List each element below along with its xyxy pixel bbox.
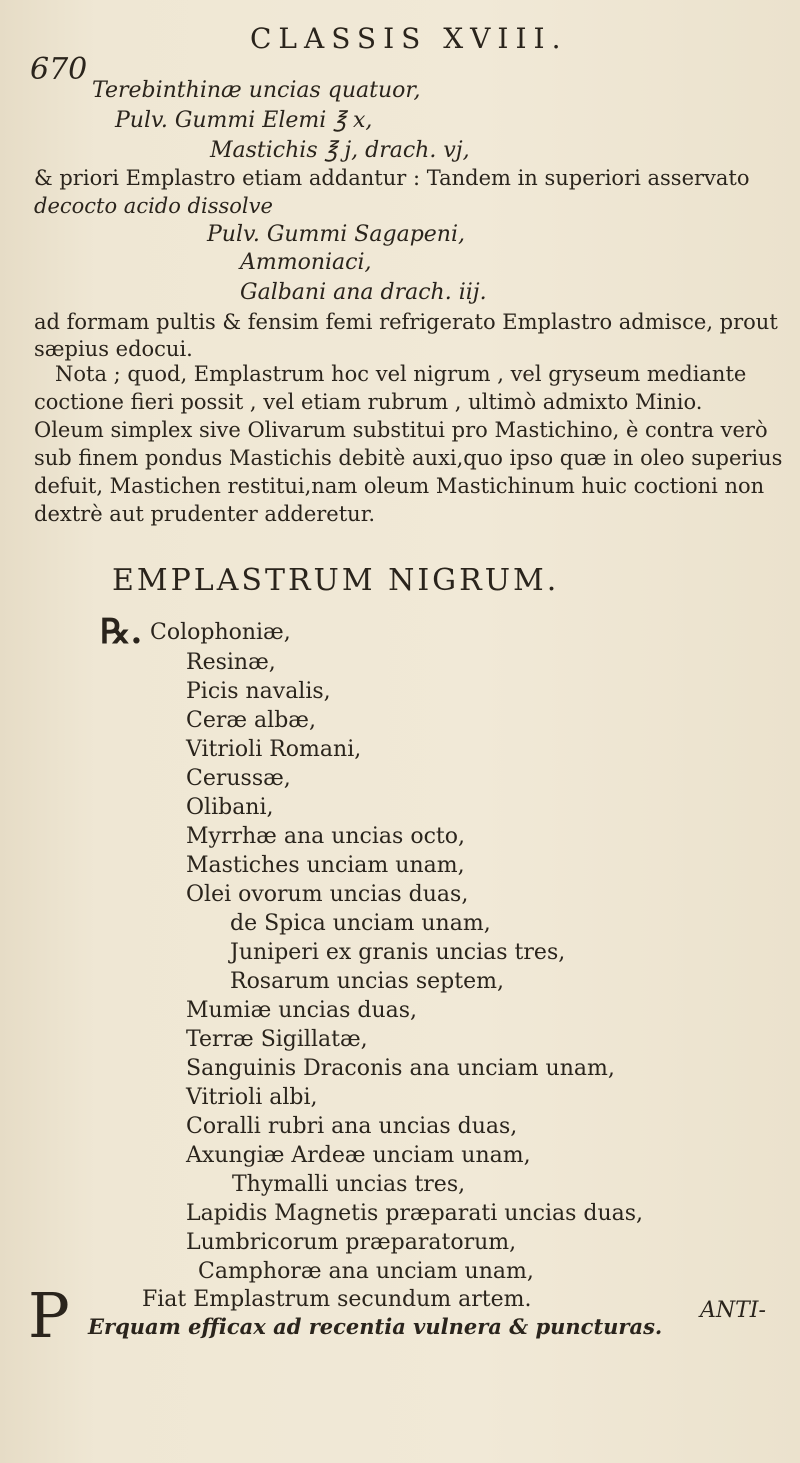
nota-line: defuit, Mastichen restitui,nam oleum Mastichinum huic coctioni non — [34, 474, 765, 498]
ingredient: Cerussæ, — [186, 766, 291, 791]
ingredient: Camphoræ ana unciam unam, — [198, 1259, 534, 1284]
ingredient: Ceræ albæ, — [186, 708, 316, 733]
text-line: Galbani ana drach. iij. — [240, 280, 487, 305]
ingredient: Sanguinis Draconis ana unciam unam, — [186, 1056, 615, 1081]
text-line: & priori Emplastro etiam addantur : Tandem in superiori asservato — [34, 166, 750, 190]
ingredient: Lumbricorum præparatorum, — [186, 1230, 517, 1255]
ingredient: Terræ Sigillatæ, — [186, 1027, 368, 1052]
running-head: CLASSIS XVIII. — [250, 22, 568, 55]
text-line: Terebinthinæ uncias quatuor, — [92, 78, 421, 103]
text-line: ad formam pultis & fensim femi refrigerato Emplastro admisce, prout — [34, 310, 778, 334]
ingredient: Resinæ, — [186, 650, 276, 675]
text-line: Pulv. Gummi Sagapeni, — [207, 222, 465, 247]
ingredient: Colophoniæ, — [150, 620, 291, 645]
closing-line: Erquam efficax ad recentia vulnera & puncturas. — [88, 1314, 663, 1339]
ingredient: de Spica unciam unam, — [230, 911, 491, 936]
nota-line: Oleum simplex sive Olivarum substitui pro Mastichino, è contra verò — [34, 418, 768, 442]
closing-initial: P — [28, 1279, 70, 1352]
nota-line: dextrè aut prudenter adderetur. — [34, 502, 376, 526]
text-line: Ammoniaci, — [240, 250, 372, 275]
ingredient: Thymalli uncias tres, — [232, 1172, 466, 1197]
ingredient: Mumiæ uncias duas, — [186, 998, 418, 1023]
nota-line: coctione fieri possit , vel etiam rubrum , ultimò admixto Minio. — [34, 390, 703, 414]
ingredient: Vitrioli albi, — [186, 1085, 318, 1110]
text-line: Mastichis ℥ j, drach. vj, — [210, 138, 470, 163]
nota-line: sub finem pondus Mastichis debitè auxi,quo ipso quæ in oleo superius — [34, 446, 783, 470]
ingredient: Vitrioli Romani, — [186, 737, 362, 762]
catchword: ANTI- — [700, 1298, 766, 1323]
page-number: 670 — [30, 52, 88, 87]
ingredient: Myrrhæ ana uncias octo, — [186, 824, 465, 849]
nota-line: Nota ; quod, Emplastrum hoc vel nigrum , vel gryseum mediante — [55, 362, 747, 386]
ingredient: Coralli rubri ana uncias duas, — [186, 1114, 518, 1139]
text-line: decocto acido dissolve — [34, 194, 273, 218]
section-title: EMPLASTRUM NIGRUM. — [112, 563, 560, 598]
ingredient: Olibani, — [186, 795, 274, 820]
text-line: Pulv. Gummi Elemi ℥ x, — [115, 108, 373, 133]
fiat-line: Fiat Emplastrum secundum artem. — [142, 1287, 532, 1312]
ingredient: Olei ovorum uncias duas, — [186, 882, 469, 907]
ingredient: Picis navalis, — [186, 679, 331, 704]
text-line: sæpius edocui. — [34, 337, 193, 361]
ingredient: Lapidis Magnetis præparati uncias duas, — [186, 1201, 644, 1226]
ingredient: Mastiches unciam unam, — [186, 853, 465, 878]
ingredient: Axungiæ Ardeæ unciam unam, — [186, 1143, 531, 1168]
recipe-symbol: ℞. — [100, 612, 143, 652]
ingredient: Rosarum uncias septem, — [230, 969, 504, 994]
ingredient: Juniperi ex granis uncias tres, — [230, 940, 566, 965]
